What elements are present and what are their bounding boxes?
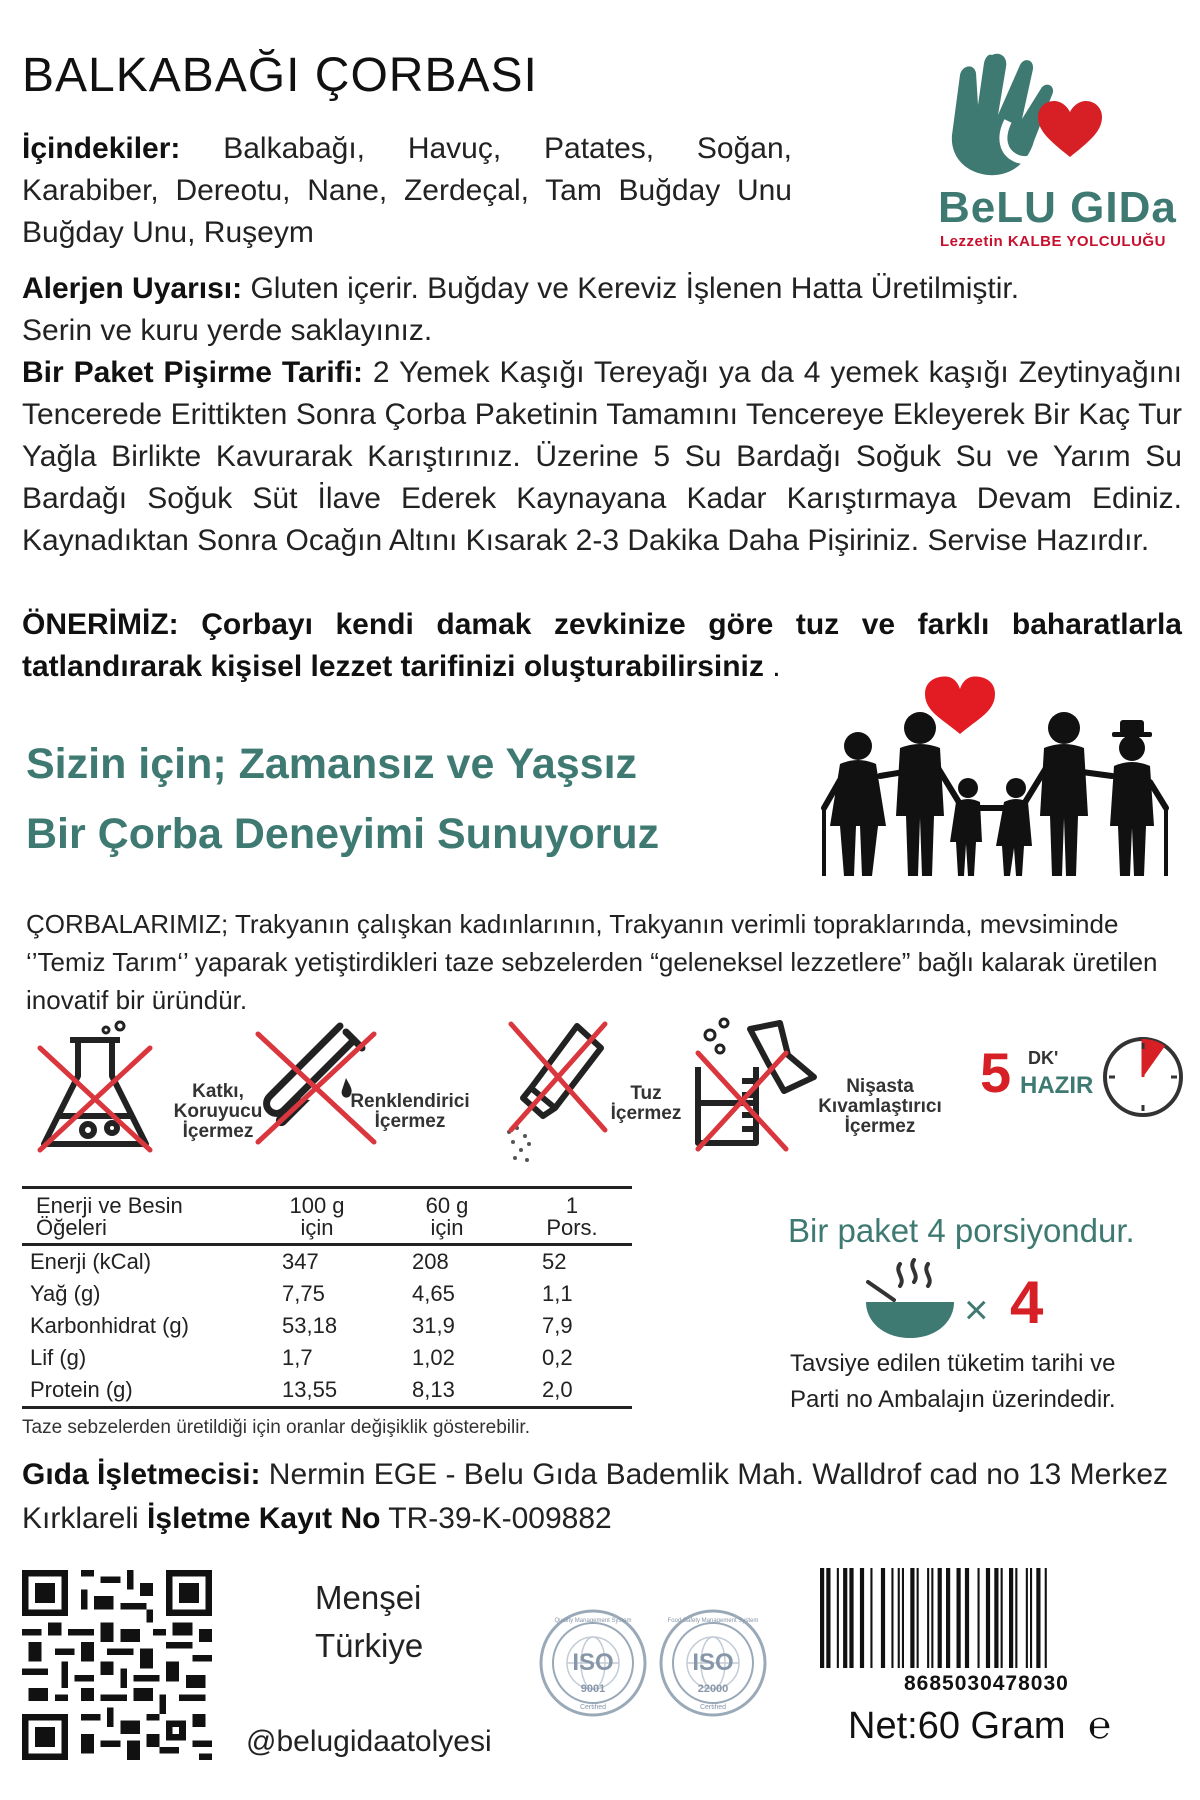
salt-shaker-crossed-icon xyxy=(505,1018,615,1168)
table-row: Lif (g) 1,7 1,02 0,2 xyxy=(30,1345,573,1370)
suggestion-end: . xyxy=(772,650,781,683)
storage-instructions: Serin ve kuru yerde saklayınız. xyxy=(22,314,433,347)
expiry-notice xyxy=(790,1346,1170,1418)
ready-minutes-number: 5 xyxy=(980,1041,1012,1104)
badge-no-additives-label: Katkı, Koruyucu İçermez xyxy=(173,1081,263,1142)
portion-graphic xyxy=(860,1258,1100,1348)
iso-9001-arc-bottom: Certified xyxy=(579,1704,607,1711)
clock-icon xyxy=(1100,1034,1186,1120)
ingredients-label: İçindekiler: xyxy=(22,132,181,165)
brand-tagline: Lezzetin KALBE YOLCULUĞU xyxy=(940,233,1166,250)
flask-crossed-icon xyxy=(30,1020,160,1160)
nutrition-header-row xyxy=(22,1188,632,1245)
net-weight xyxy=(848,1705,1111,1748)
iso-9001-seal xyxy=(538,1608,648,1718)
nutrition-note: Taze sebzelerden üretildiği için oranlar değişiklik gösterebilir. xyxy=(22,1417,530,1438)
barcode xyxy=(818,1568,1158,1668)
origin-label: Menşei xyxy=(315,1579,422,1616)
badge-no-salt-label: Tuz İçermez xyxy=(610,1083,682,1124)
expiry-line-1: Tavsiye edilen tüketim tarihi ve xyxy=(790,1350,1116,1377)
portion-times: × xyxy=(964,1286,989,1333)
nutrition-header-60g: 60 g için xyxy=(382,1188,512,1245)
nutrition-table xyxy=(22,1186,632,1409)
badge-no-colorants xyxy=(250,1020,490,1160)
table-row: Enerji (kCal) 347 208 52 xyxy=(30,1249,567,1274)
intro-paragraph: ÇORBALARIMIZ; Trakyanın çalışkan kadınlarının, Trakyanın verimli topraklarında, mevsiminde ‘’Temiz Tarım‘’ yaparak yetiştirdikleri taze sebzelerden “geleneksel lezzetlere” bağlı kalarak üretilen inovatif bir üründür. xyxy=(26,909,1158,1015)
barcode-number: 8685030478030 xyxy=(904,1672,1069,1695)
portion-count: 4 xyxy=(1010,1269,1044,1336)
iso-22000-seal xyxy=(658,1608,768,1718)
badge-no-colorants-label: Renklendirici İçermez xyxy=(350,1091,470,1132)
slogan-line-1: Sizin için; Zamansız ve Yaşsız xyxy=(26,740,638,788)
table-row: Yağ (g) 7,75 4,65 1,1 xyxy=(30,1281,573,1306)
food-operator-info xyxy=(22,1453,1182,1541)
ingredients-section xyxy=(22,128,792,254)
table-row: Protein (g) 13,55 8,13 2,0 xyxy=(22,1374,632,1408)
iso-9001-arc-top: Quality Management System xyxy=(554,1618,632,1624)
hand-heart-icon xyxy=(930,45,1180,190)
iso-22000-name: ISO xyxy=(692,1649,734,1676)
social-handle: @belugidaatolyesi xyxy=(246,1725,492,1758)
product-title: BALKABAĞI ÇORBASI xyxy=(22,49,538,102)
portion-info: Bir paket 4 porsiyondur. xyxy=(788,1212,1135,1249)
iso-9001-name: ISO xyxy=(572,1649,614,1676)
badge-no-salt xyxy=(505,1018,705,1168)
allergen-warning xyxy=(22,268,1182,310)
operator-label: Gıda İşletmecisi: xyxy=(22,1458,261,1491)
nutrition-header-100g: 100 g için xyxy=(252,1188,382,1245)
slogan-line-2: Bir Çorba Deneyimi Sunuyoruz xyxy=(26,810,660,858)
nutrition-facts xyxy=(22,1186,632,1439)
ready-unit: DK' xyxy=(1028,1048,1059,1068)
expiry-line-2: Parti no Ambalajın üzerindedir. xyxy=(790,1386,1116,1413)
badge-no-starch xyxy=(690,1015,950,1165)
ready-in-5-minutes xyxy=(980,1030,1190,1130)
operator-address: Nermin EGE - Belu Gıda Bademlik Mah. Walldrof cad no 13 Merkez Kırklareli xyxy=(22,1458,1169,1535)
iso-9001-number: 9001 xyxy=(580,1683,606,1695)
iso-22000-arc-bottom: Certified xyxy=(699,1704,727,1711)
registration-number: TR-39-K-009882 xyxy=(388,1502,612,1535)
family-heart-illustration xyxy=(820,676,1180,876)
origin-country: Türkiye xyxy=(315,1627,424,1664)
iso-22000-arc-top: Food Safety Management System xyxy=(667,1618,759,1624)
table-row: Karbonhidrat (g) 53,18 31,9 7,9 xyxy=(30,1313,573,1338)
allergen-label: Alerjen Uyarısı: xyxy=(22,272,243,305)
qr-code[interactable] xyxy=(22,1570,212,1760)
suggestion-text: Çorbayı kendi damak zevkinize göre tuz ve farklı baharatlarla tatlandırarak kişisel lezzet tarifinizi oluşturabilirsiniz xyxy=(22,608,1182,683)
origin-info xyxy=(315,1574,423,1670)
cooking-recipe xyxy=(22,352,1182,562)
beaker-crossed-icon xyxy=(690,1015,820,1155)
estimated-sign-icon: ℮ xyxy=(1088,1705,1111,1747)
recipe-text: 2 Yemek Kaşığı Tereyağı ya da 4 yemek kaşığı Zeytinyağını Tencerede Erittikten Sonra Çorba Paketinin Tamamını Tencereye Ekleyerek Bir Kaç Tur Yağla Birlikte Kavurarak Karıştırınız. Üzerine 5 Su Bardağı Soğuk Su ve Yarım Su Bardağı Soğuk Süt İlave Ederek Kaynayana Kadar Karıştırmaya Devam Ediniz. Kaynadıktan Sonra Ocağın Altını Kısarak 2-3 Dakika Daha Pişiriniz. Servise Hazırdır. xyxy=(22,356,1182,557)
badge-no-additives xyxy=(30,1020,280,1160)
nutrition-header-nutrient: Enerji ve Besin Öğeleri xyxy=(22,1188,252,1245)
soup-bowl-icon xyxy=(860,1258,960,1344)
brand-name: BeLU GIDa xyxy=(938,183,1177,232)
iso-22000-number: 22000 xyxy=(697,1683,729,1695)
brand-logo xyxy=(930,45,1180,250)
ingredients-text: Balkabağı, Havuç, Patates, Soğan, Karabiber, Dereotu, Nane, Zerdeçal, Tam Buğday Unu Buğday Unu, Ruşeym xyxy=(22,132,792,249)
net-weight-text: Net:60 Gram xyxy=(848,1705,1066,1747)
ready-label: HAZIR xyxy=(1020,1072,1094,1099)
allergen-text: Gluten içerir. Buğday ve Kereviz İşlenen Hatta Üretilmiştir. xyxy=(250,272,1020,305)
suggestion-label: ÖNERİMİZ: xyxy=(22,608,179,641)
badge-no-starch-label: Nişasta Kıvamlaştırıcı İçermez xyxy=(818,1076,942,1137)
nutrition-header-portion: 1 Pors. xyxy=(512,1188,632,1245)
registration-label: İşletme Kayıt No xyxy=(147,1502,381,1535)
recipe-label: Bir Paket Pişirme Tarifi: xyxy=(22,356,363,389)
